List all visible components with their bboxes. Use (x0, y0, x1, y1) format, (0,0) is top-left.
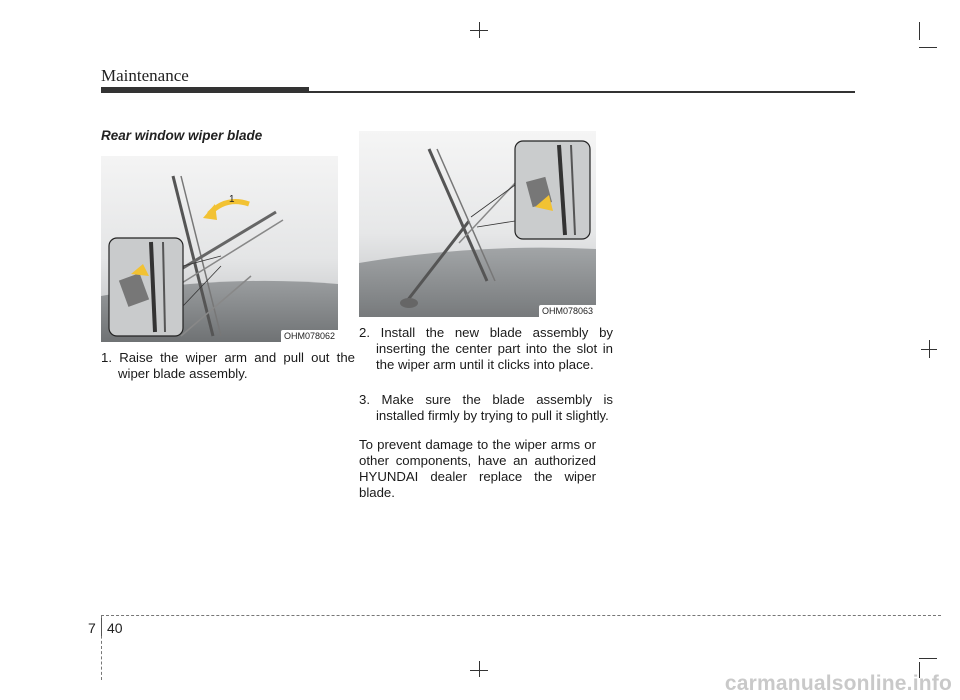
crop-mark (919, 47, 937, 48)
step-3: 3. Make sure the blade assembly is installed firmly by trying to pull it slightly. (359, 392, 613, 423)
figure-code: OHM078063 (539, 305, 596, 317)
step-1: 1. Raise the wiper arm and pull out the wiper blade assembly. (101, 350, 355, 381)
figure-wiper-removal (101, 156, 338, 342)
running-header: Maintenance (101, 66, 189, 85)
section-heading: Rear window wiper blade (101, 128, 263, 143)
page-number-divider (101, 618, 102, 636)
footer-rule (101, 615, 941, 616)
page-number: 40 (107, 620, 123, 636)
watermark: carmanualsonline.info (724, 672, 952, 695)
step-2: 2. Install the new blade assembly by inserting the center part into the slot in the wiper arm until it clicks into place. (359, 325, 613, 372)
crop-mark (479, 661, 480, 677)
figure-code: OHM078062 (281, 330, 338, 342)
crop-mark (919, 658, 937, 659)
wiper-illustration-1 (101, 156, 338, 342)
note-paragraph: To prevent damage to the wiper arms or other components, have an authorized HYUNDAI dealer replace the wiper blade. (359, 437, 596, 500)
crop-mark (470, 30, 488, 31)
figure-wiper-install (359, 131, 596, 317)
chapter-number: 7 (88, 620, 96, 636)
callout-number: 1 (229, 194, 235, 205)
header-rule-thin (309, 91, 855, 93)
crop-mark (919, 22, 920, 40)
wiper-illustration-2 (359, 131, 596, 317)
header-rule-thick (101, 87, 309, 93)
crop-mark (470, 670, 488, 671)
crop-mark (921, 349, 937, 350)
